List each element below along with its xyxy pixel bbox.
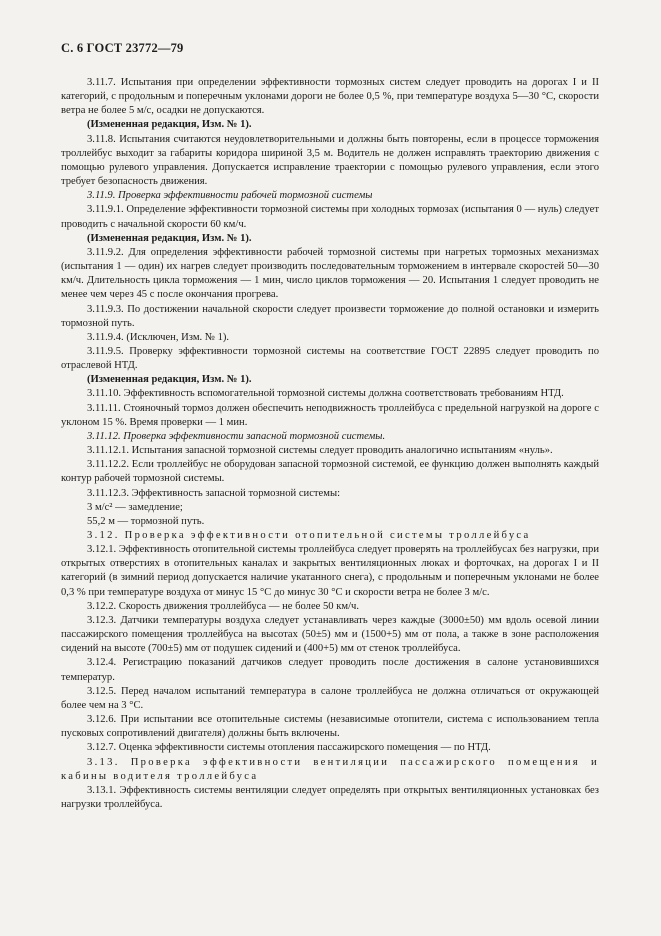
section-heading: 3.11.9. Проверка эффективности рабочей тормозной системы xyxy=(87,190,373,202)
section-heading: 3.12. Проверка эффективности отопительной системы троллейбуса xyxy=(87,530,531,541)
paragraph: 3.11.9.5. Проверку эффективности тормозной системы на соответствие ГОСТ 22895 следует проводить по отраслевой НТД. xyxy=(61,345,599,372)
section-heading: 3.11.12. Проверка эффективности запасной тормозной системы. xyxy=(87,430,386,442)
paragraph: 3.11.10. Эффективность вспомогательной тормозной системы должна соответствовать требованиям НТД. xyxy=(87,388,564,400)
paragraph: 3.11.7. Испытания при определении эффективности тормозных систем следует проводить на дорогах I и II категорий, с продольным и поперечным уклонами дороги не более 0,5 %, при температуре воздуха 5—30 °С, скорости ветра не более 5 м/с, осадки не допускаются. xyxy=(61,77,599,117)
paragraph: 3.11.9.3. По достижении начальной скорости следует произвести торможение до полной остановки и измерить тормозной путь. xyxy=(61,303,599,329)
amendment-note: (Измененная редакция, Изм. № 1). xyxy=(87,374,252,386)
paragraph: 3.12.7. Оценка эффективности системы отопления пассажирского помещения — по НТД. xyxy=(87,742,491,754)
paragraph: 3.11.9.2. Для определения эффективности рабочей тормозной системы при нагретых тормозных механизмах (испытания 1 — один) их нагрев следует производить последовательным торможением в интервале скоростей 50—30 км/ч. Длительность цикла торможения — 1 мин, число циклов торможения — 20. Испытания 1 следует проводить не менее чем через 45 с после окончания прогрева. xyxy=(61,246,599,301)
document-body xyxy=(61,76,599,812)
paragraph: 3.12.3. Датчики температуры воздуха следует устанавливать через каждые (3000±50) мм вдоль осевой линии пассажирского помещения троллейбуса на высотах (50±5) мм и (1500+5) мм от пола, а также в зоне расположения сидений на высоте (700±5) мм от подушек сидений и (400+5) мм от стенок троллейбуса. xyxy=(61,614,599,655)
paragraph: 3.11.12.1. Испытания запасной тормозной системы следует проводить аналогично испытаниям «нуль». xyxy=(87,445,553,457)
paragraph: 3.11.9.4. (Исключен, Изм. № 1). xyxy=(87,331,230,343)
paragraph: 55,2 м — тормозной путь. xyxy=(87,515,205,527)
paragraph: 3.13.1. Эффективность системы вентиляции следует определять при открытых вентиляционных установках без нагрузки троллейбуса. xyxy=(61,784,599,810)
paragraph: 3.11.12.2. Если троллейбус не оборудован запасной тормозной системой, ее функцию должен выполнять каждый контур рабочей тормозной системы. xyxy=(61,459,599,485)
paragraph: 3.11.11. Стояночный тормоз должен обеспечить неподвижность троллейбуса с предельной нагрузкой на дороге с уклоном 15 %. Время проверки — 1 мин. xyxy=(61,402,599,428)
paragraph: 3.12.5. Перед началом испытаний температура в салоне троллейбуса не должна отличаться от окружающей более чем на 3 °С. xyxy=(61,685,599,711)
paragraph: 3.11.12.3. Эффективность запасной тормозной системы: xyxy=(87,487,341,499)
paragraph: 3 м/с² — замедление; xyxy=(87,501,183,513)
amendment-note: (Измененная редакция, Изм. № 1). xyxy=(87,119,252,131)
page-header: С. 6 ГОСТ 23772—79 xyxy=(61,41,184,55)
paragraph: 3.11.8. Испытания считаются неудовлетворительными и должны быть повторены, если в процессе торможения троллейбус выходит за габариты коридора шириной 3,5 м. Водитель не должен исправлять траекторию движения с помощью рулевого управления. Допускается исправление траектории с помощью рулевого управления, если этого требует безопасность движения. xyxy=(61,133,599,188)
paragraph: 3.12.1. Эффективность отопительной системы троллейбуса следует проверять на троллейбусах без нагрузки, при открытых отверстиях в отопительных каналах и закрытых вентиляционных люках и форточках, на дорогах I и II категорий (в зимний период допускается наличие укатанного снега), с продольным и поперечным уклонами не более 0,3 % при температуре воздуха от минус 15 °С до минус 30 °С и скорости ветра не более 3 м/с. xyxy=(61,544,599,598)
amendment-note: (Измененная редакция, Изм. № 1). xyxy=(87,232,252,244)
paragraph: 3.12.6. При испытании все отопительные системы (независимые отопители, система с использованием тепла пусковых сопротивлений двигателя) должны быть включены. xyxy=(61,714,599,740)
paragraph: 3.11.9.1. Определение эффективности тормозной системы при холодных тормозах (испытания 0 — нуль) следует проводить с начальной скорости 60 км/ч. xyxy=(61,204,599,230)
paragraph: 3.12.4. Регистрацию показаний датчиков следует проводить после достижения в салоне установившихся температур. xyxy=(61,657,599,683)
paragraph: 3.12.2. Скорость движения троллейбуса — не более 50 км/ч. xyxy=(87,600,360,612)
section-heading: 3.13. Проверка эффективности вентиляции пассажирского помещения и кабины водителя троллейбуса xyxy=(61,756,599,782)
